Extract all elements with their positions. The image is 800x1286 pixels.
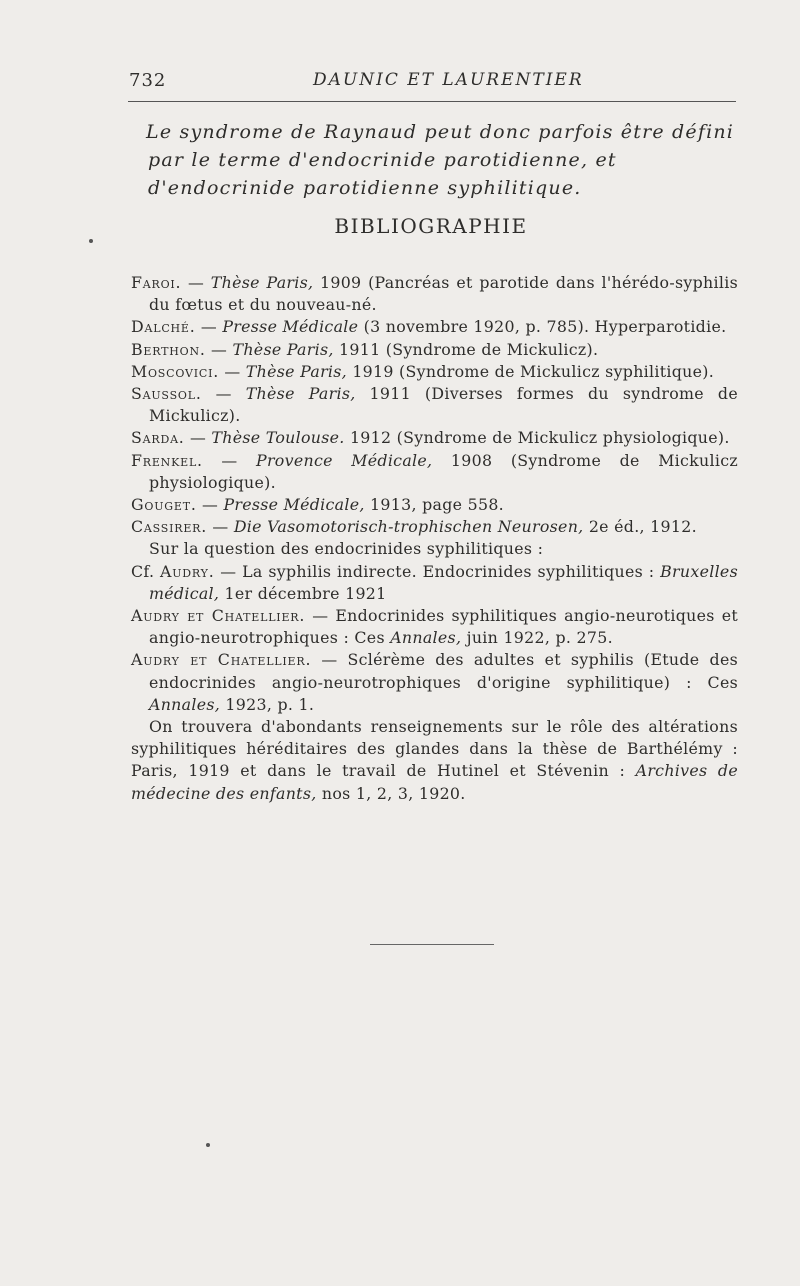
bib-entry: Sarda. — Thèse Toulouse. 1912 (Syndrome de Mickulicz physiologique). bbox=[131, 428, 730, 448]
bibliography-list bbox=[131, 272, 738, 805]
bib-author: Dalché. bbox=[131, 317, 196, 337]
conclusion-paragraph: Le syndrome de Raynaud peut donc parfois être défini par le terme d'endocrinide parotidienne, et d'endocrinide parotidienne syphilitique. bbox=[146, 121, 735, 199]
bib-title: Provence Médicale, bbox=[256, 450, 433, 470]
bib-author: Audry et Chatellier. bbox=[131, 606, 306, 626]
bib-entry: Berthon. — Thèse Paris, 1911 (Syndrome de Mickulicz). bbox=[131, 339, 599, 359]
bib-entry-audry-2: Audry et Chatellier. — Endocrinides syphilitiques angio-neurotiques et angio-neurotrophiques : Ces Annales, juin 1922, p. 275. bbox=[131, 606, 738, 648]
bib-author: Berthon. bbox=[131, 339, 206, 359]
bib-title: Annales, bbox=[390, 628, 462, 648]
bib-author: Frenkel. bbox=[131, 450, 203, 470]
bib-title: Thèse Toulouse. bbox=[211, 428, 345, 448]
bib-author: Saussol. bbox=[131, 384, 202, 404]
page-header bbox=[0, 70, 800, 94]
bib-title: Presse Médicale, bbox=[223, 495, 365, 515]
ink-speck bbox=[206, 1143, 210, 1147]
bibliography-heading: BIBLIOGRAPHIE bbox=[334, 214, 528, 238]
bib-entry: Dalché. — Presse Médicale (3 novembre 1920, p. 785). Hyperparotidie. bbox=[131, 317, 727, 337]
bib-title: Bruxelles médical, bbox=[149, 561, 738, 603]
bib-entry-audry-3: Audry et Chatellier. — Sclérème des adultes et syphilis (Etude des endocrinides angio-neurotrophiques d'origine syphilitique) : Ces Annales, 1923, p. 1. bbox=[131, 650, 738, 714]
closing-paragraph: On trouvera d'abondants renseignements sur le rôle des altérations syphilitiques héréditaires des glandes dans la thèse de Barthélémy : Paris, 1919 et dans le travail de Hutinel et Stévenin : Archives de médecine des enfants, nos 1, 2, 3, 1920. bbox=[131, 717, 738, 803]
header-rule bbox=[128, 101, 736, 102]
bib-title: Thèse Paris, bbox=[245, 361, 348, 381]
bib-entry-audry-cf: Cf. Audry. — La syphilis indirecte. Endocrinides syphilitiques : Bruxelles médical, 1er décembre 1921 bbox=[131, 561, 738, 603]
bib-title: Die Vasomotorisch-trophischen Neurosen, bbox=[233, 517, 584, 537]
bib-author: Faroi. bbox=[131, 273, 182, 292]
question-line: Sur la question des endocrinides syphilitiques : bbox=[149, 539, 544, 559]
bib-title: Thèse Paris, bbox=[210, 273, 314, 292]
bib-author: Cassirer. bbox=[131, 517, 208, 537]
bib-title: Thèse Paris, bbox=[232, 339, 334, 359]
bib-author: Audry et Chatellier. bbox=[131, 650, 312, 670]
bib-entry: Cassirer. — Die Vasomotorisch-trophischen Neurosen, 2e éd., 1912. bbox=[131, 517, 697, 537]
bib-title: Thèse Paris, bbox=[245, 384, 356, 404]
bib-title: Annales, bbox=[149, 694, 221, 714]
running-title: DAUNIC ET LAURENTIER bbox=[313, 70, 584, 90]
bib-title: Presse Médicale bbox=[222, 317, 359, 337]
bib-author: Sarda. bbox=[131, 428, 185, 448]
ink-speck bbox=[89, 239, 93, 243]
bib-author: Moscovici. bbox=[131, 361, 220, 381]
page-number: 732 bbox=[129, 70, 167, 91]
bib-entry: Frenkel. — Provence Médicale, 1908 (Syndrome de Mickulicz physiologique). bbox=[131, 450, 739, 492]
bib-author: Gouget. bbox=[131, 495, 197, 515]
bib-entry: Faroi. — Thèse Paris, 1909 (Pancréas et parotide dans l'hérédo-syphilis du fœtus et du nouveau-né. bbox=[131, 273, 738, 315]
bib-author: Audry. bbox=[160, 561, 215, 581]
bib-entry: Saussol. — Thèse Paris, 1911 (Diverses formes du syndrome de Mickulicz). bbox=[131, 384, 738, 426]
bib-entry: Gouget. — Presse Médicale, 1913, page 558. bbox=[131, 495, 504, 515]
bib-entry: Moscovici. — Thèse Paris, 1919 (Syndrome de Mickulicz syphilitique). bbox=[131, 361, 715, 381]
footer-rule bbox=[370, 944, 494, 945]
bib-title: Archives de médecine des enfants, bbox=[131, 761, 738, 803]
